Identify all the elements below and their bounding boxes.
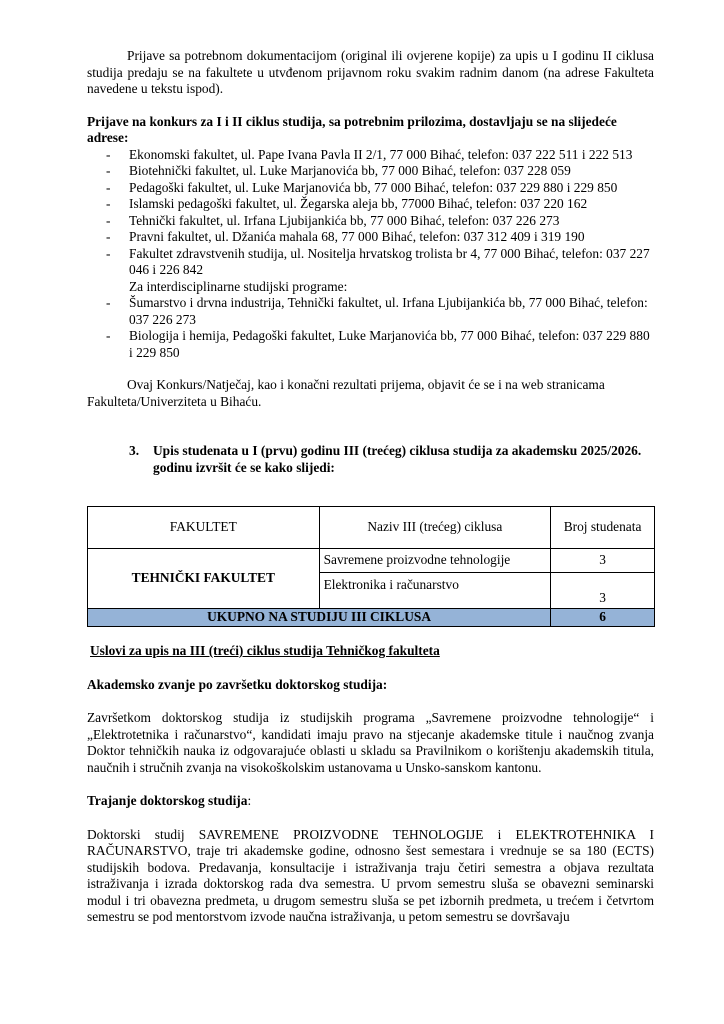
intro-paragraph: Prijave sa potrebnom dokumentacijom (original ili ovjerene kopije) za upis u I godinu II ciklusa studija predaju se na fakultete u utvđenom prijavnom roku svakim radnim danom (na adrese Fakulteta navedene u tekstu ispod). — [87, 48, 654, 96]
section-number: 3. — [129, 443, 140, 458]
document-page — [87, 48, 654, 926]
students-table — [87, 506, 655, 627]
interdisciplinary-heading: Za interdisciplinarne studijski programe: — [129, 278, 348, 294]
table-row — [88, 549, 655, 573]
program-cell: Savremene proizvodne tehnologije — [319, 549, 551, 573]
interdisciplinary-list — [87, 295, 654, 361]
list-item: - Fakultet zdravstvenih studija, ul. Nositelja hrvatskog trolista br 4, 77 000 Bihać, telefon: 037 227 046 i 226 842 — [106, 245, 650, 277]
list-item: - Tehnički fakultet, ul. Irfana Ljubijankića bb, 77 000 Bihać, telefon: 037 226 273 — [106, 212, 560, 228]
addresses-heading: Prijave na konkurs za I i II ciklus studija, sa potrebnim prilozima, dostavljaju se na slijedeće adrese: — [87, 113, 617, 145]
list-item: - Ekonomski fakultet, ul. Pape Ivana Pavla II 2/1, 77 000 Bihać, telefon: 037 222 511 i 222 513 — [106, 146, 633, 162]
list-item: - Šumarstvo i drvna industrija, Tehnički fakultet, ul. Irfana Ljubijankića bb, 77 000 Bihać, telefon: 037 226 273 — [106, 295, 648, 327]
table-header-cell: Broj studenata — [551, 507, 655, 549]
section-title-text: Upis studenata u I (prvu) godinu III (trećeg) ciklusa studija za akademsku 2025/2026. godinu izvršit će se kako slijedi: — [153, 443, 642, 475]
total-value-cell: 6 — [551, 609, 655, 627]
list-item: - Islamski pedagoški fakultet, ul. Žegarska aleja bb, 77000 Bihać, telefon: 037 220 162 — [106, 196, 588, 211]
total-label-cell: UKUPNO NA STUDIJU III CIKLUSA — [88, 609, 551, 627]
address-list — [87, 147, 654, 279]
publish-note: Ovaj Konkurs/Natječaj, kao i konačni rezultati prijema, objavit će se i na web stranicama Fakulteta/Univerziteta u Bihaću. — [87, 377, 605, 409]
count-cell: 3 — [551, 549, 655, 573]
academic-title-heading: Akademsko zvanje po završetku doktorskog studija: — [87, 676, 388, 692]
duration-heading: Trajanje doktorskog studija: — [87, 793, 252, 808]
table-header-cell: FAKULTET — [88, 507, 320, 549]
conditions-heading: Uslovi za upis na III (treći) ciklus studija Tehničkog fakulteta — [90, 643, 440, 658]
faculty-cell: TEHNIČKI FAKULTET — [88, 549, 320, 609]
count-cell: 3 — [551, 573, 655, 609]
program-cell: Elektronika i računarstvo — [319, 573, 551, 609]
table-header-row — [88, 507, 655, 549]
list-item: - Biotehnički fakultet, ul. Luke Marjanovića bb, 77 000 Bihać, telefon: 037 228 059 — [106, 163, 571, 178]
list-item: - Pedagoški fakultet, ul. Luke Marjanovića bb, 77 000 Bihać, telefon: 037 229 880 i 229 850 — [106, 179, 618, 195]
academic-title-text: Završetkom doktorskog studija iz studijskih programa „Savremene proizvodne tehnologije“ i „Elektrotetnika i računarstvo“, kandidati imaju pravo na stjecanje akademske titule i naučnog zvanja Doktor tehničkih nauka iz odgovarajuće oblasti u skladu sa Pravilnikom o korištenju akademskih titula, naučnih i stručnih zvanja na visokoškolskim ustanovama u Unsko-sanskom kantonu. — [87, 710, 654, 775]
section-3-title — [129, 443, 654, 476]
duration-text: Doktorski studij SAVREMENE PROIZVODNE TEHNOLOGIJE i ELEKTROTEHNIKA I RAČUNARSTVO, traje tri akademske godine, odnosno šest semestara i vrednuje se sa 180 (ECTS) studijskih bodova. Predavanja, konsultacije i istraživanja traju četiri semestra a objava rezultata istraživanja i izrada doktorskog rada dva semestra. U prvom semestru sluša se obavezni seminarski modul i tri obavezna predmeta, u drugom semestru sluša se pet izbornih predmeta, u trećem i četvrtom semestru se pod mentorstvom izvode naučna istraživanja, u petom semestru se dovršavaju — [87, 826, 654, 924]
list-item: - Pravni fakultet, ul. Džanića mahala 68, 77 000 Bihać, telefon: 037 312 409 i 319 190 — [106, 229, 585, 244]
list-item: - Biologija i hemija, Pedagoški fakultet, Luke Marjanovića bb, 77 000 Bihać, telefon: 037 229 880 i 229 850 — [106, 328, 650, 360]
table-total-row — [88, 609, 655, 627]
table-header-cell: Naziv III (trećeg) ciklusa — [319, 507, 551, 549]
